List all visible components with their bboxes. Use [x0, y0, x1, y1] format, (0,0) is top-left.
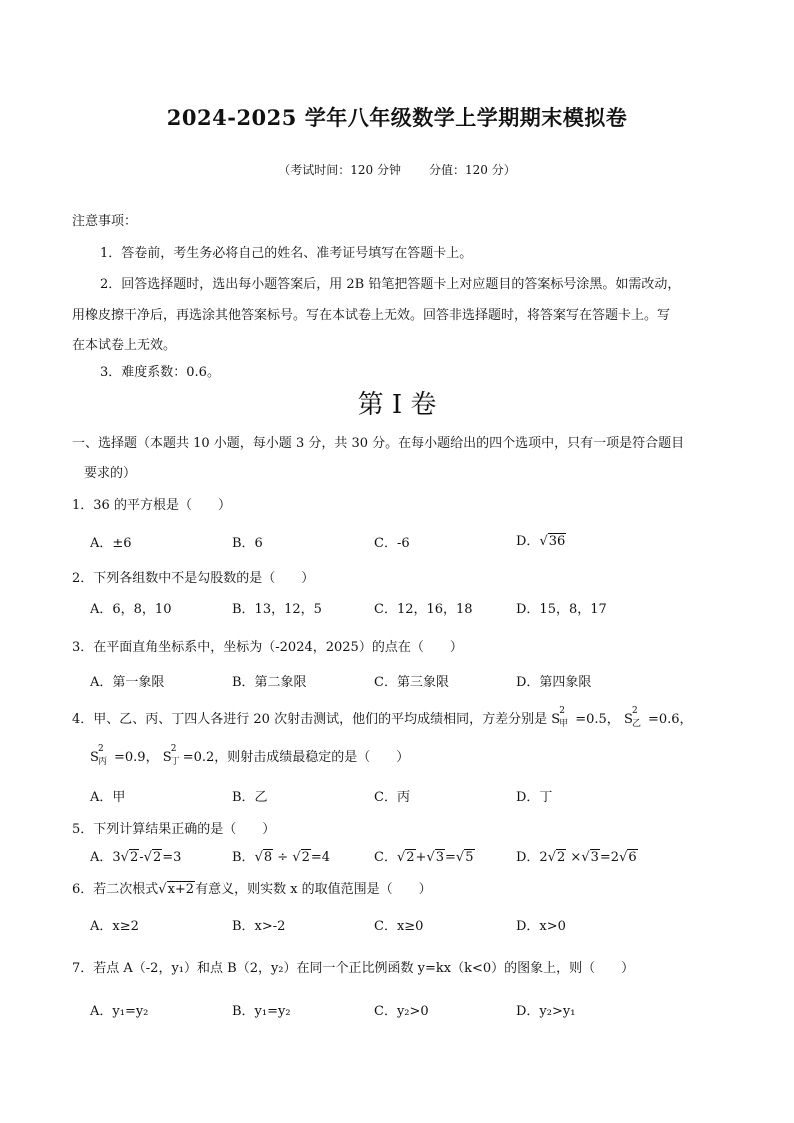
q1-option-c: C．-6 [374, 536, 410, 551]
notice-item-2-line-3: 在本试卷上无效。 [72, 338, 177, 353]
q1-option-a: A．±6 [90, 536, 132, 551]
exam-subtitle [0, 161, 794, 178]
q7-stem: 7．若点 A（-2，y₁）和点 B（2，y₂）在同一个正比例函数 y=kx（k<0）的图象上，则（ ） [72, 961, 635, 976]
q2-option-c: C．12，16，18 [374, 602, 473, 617]
q6-option-b: B．x>-2 [232, 919, 286, 934]
notice-heading: 注意事项： [72, 214, 138, 229]
q5-option-d: D．2√2 ×√3=2√6 [516, 850, 637, 865]
q6-option-c: C．x≥0 [374, 919, 424, 934]
q4-stem-line-2: S 2 丙 =0.9， S 2 丁 =0.2，则射击成绩最稳定的是（ ） [90, 744, 410, 767]
q5-option-b: B．√8 ÷ √2=4 [232, 850, 331, 865]
q6-option-a: A．x≥2 [90, 919, 139, 934]
q4-stem-line-1: 4．甲、乙、丙、丁四人各进行 20 次射击测试，他们的平均成绩相同，方差分别是 S 2 甲 =0.5， S 2 乙 =0.6， [72, 706, 693, 729]
q2-option-d: D．15，8，17 [516, 602, 607, 617]
q2-stem: 2．下列各组数中不是勾股数的是（ ） [72, 571, 315, 586]
q1-option-b: B．6 [232, 536, 263, 551]
q5-stem: 5．下列计算结果正确的是（ ） [72, 822, 276, 837]
q3-option-d: D．第四象限 [516, 675, 592, 690]
exam-title: 2024-2025 学年八年级数学上学期期末模拟卷 [166, 105, 628, 130]
q3-option-c: C．第三象限 [374, 675, 449, 690]
q2-option-a: A．6，8，10 [90, 602, 172, 617]
q1-option-d: D．√36 [516, 534, 566, 549]
q7-option-b: B．y₁=y₂ [232, 1004, 291, 1019]
q4-option-c: C．丙 [374, 790, 410, 805]
notice-item-2-line-1: 2．回答选择题时，选出每小题答案后，用 2B 铅笔把答题卡上对应题目的答案标号涂黑。如需改动， [100, 277, 681, 292]
q4-option-a: A．甲 [90, 790, 126, 805]
q1-d-radicand: 36 [548, 534, 566, 549]
q5-option-c: C．√2+√3=√5 [374, 850, 474, 865]
q2-option-b: B．13，12，5 [232, 602, 322, 617]
q4-option-d: D．丁 [516, 790, 553, 805]
q5-option-a: A．3√2-√2=3 [90, 850, 182, 865]
q3-option-b: B．第二象限 [232, 675, 307, 690]
section-title: 第 I 卷 [357, 390, 437, 420]
notice-item-3: 3．难度系数：0.6。 [100, 365, 220, 380]
q7-option-a: A．y₁=y₂ [90, 1004, 149, 1019]
section-intro-line-2: 要求的） [84, 466, 137, 481]
exam-time: （考试时间：120 分钟 [278, 163, 401, 177]
notice-item-1: 1．答卷前，考生务必将自己的姓名、准考证号填写在答题卡上。 [100, 246, 473, 261]
q1-stem: 1．36 的平方根是（ ） [72, 498, 231, 513]
q6-stem: 6．若二次根式√x+2有意义，则实数 x 的取值范围是（ ） [72, 882, 432, 897]
q3-stem: 3．在平面直角坐标系中，坐标为（-2024，2025）的点在（ ） [72, 640, 463, 655]
q3-option-a: A．第一象限 [90, 675, 165, 690]
exam-score: 分值：120 分） [429, 163, 516, 177]
section-intro-line-1: 一、选择题（本题共 10 小题，每小题 3 分，共 30 分。在每小题给出的四个选项中，只有一项是符合题目 [72, 436, 685, 451]
q6-option-d: D．x>0 [516, 919, 566, 934]
q4-option-b: B．乙 [232, 790, 268, 805]
q7-option-c: C．y₂>0 [374, 1004, 429, 1019]
q7-option-d: D．y₂>y₁ [516, 1004, 576, 1019]
notice-item-2-line-2: 用橡皮擦干净后，再选涂其他答案标号。写在本试卷上无效。回答非选择题时，将答案写在答题卡上。写 [72, 308, 671, 323]
